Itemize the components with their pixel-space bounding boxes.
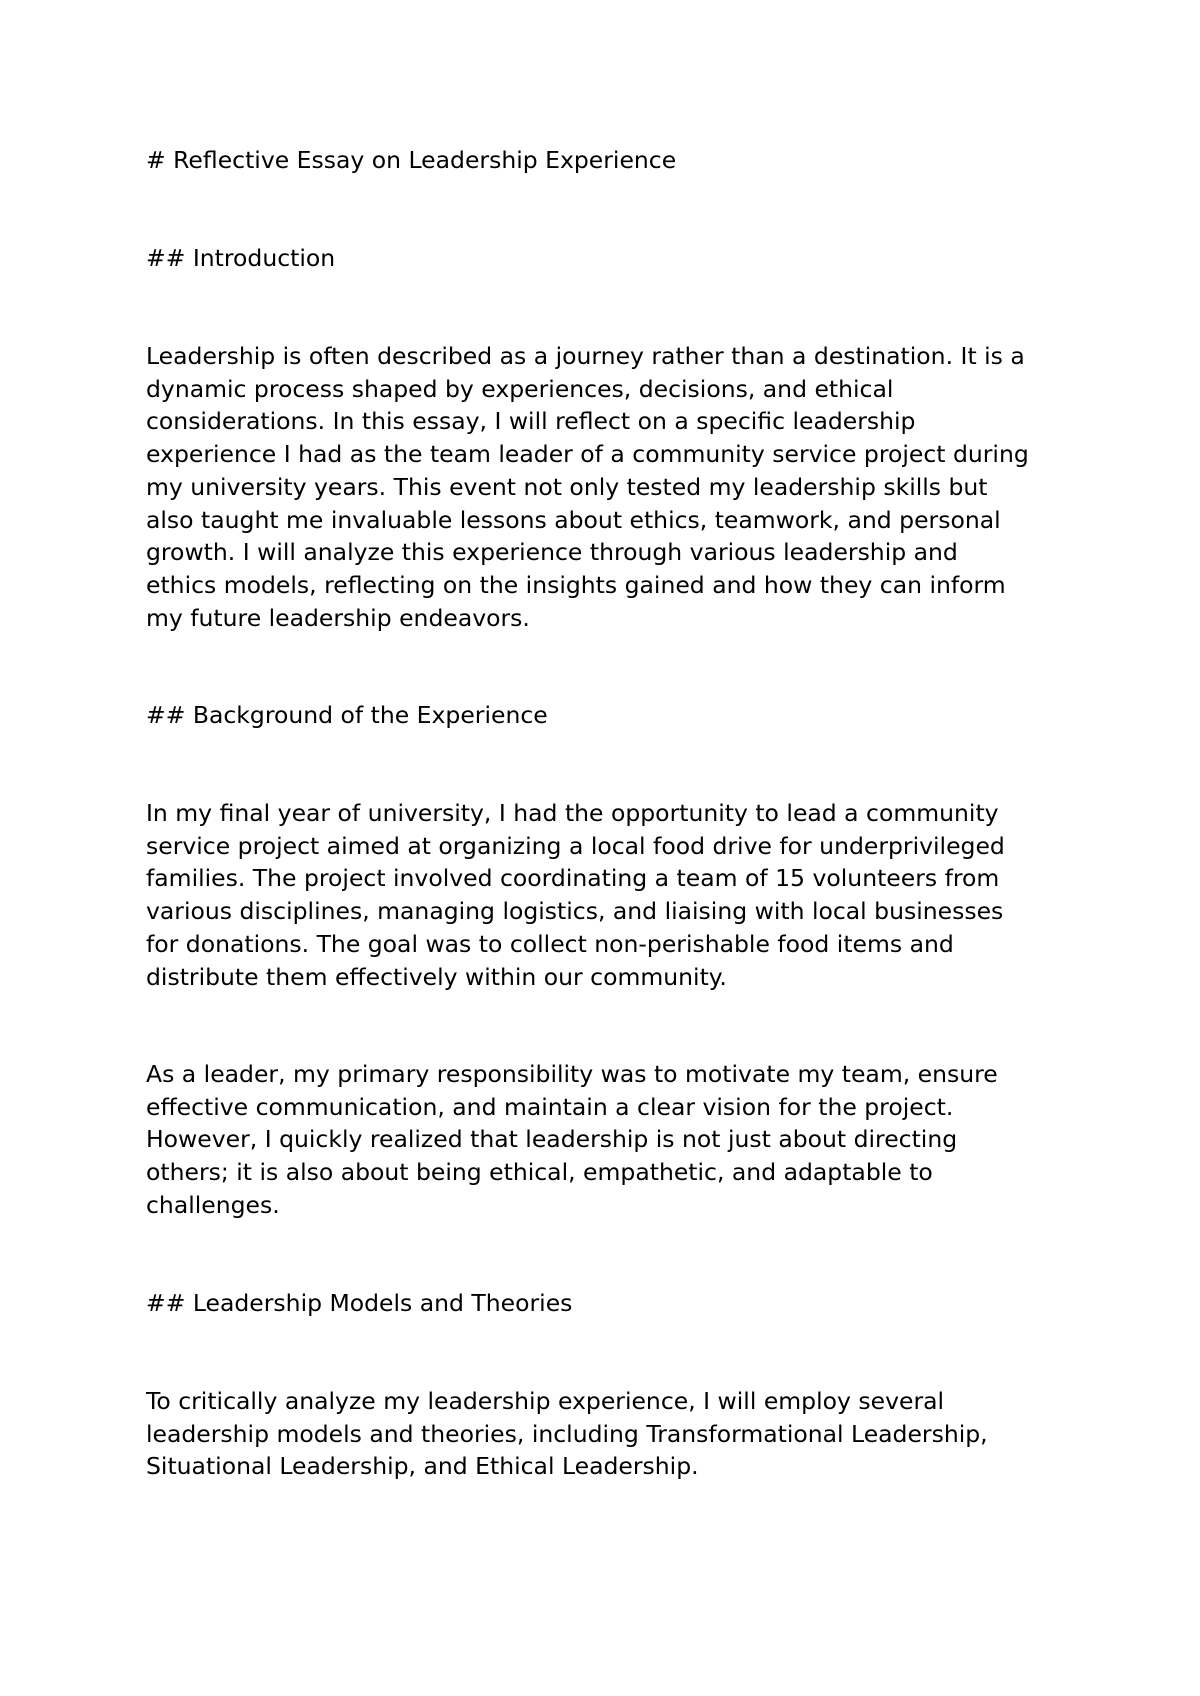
- text-line: To critically analyze my leadership experience, I will employ several: [146, 1387, 945, 1415]
- text-line: However, I quickly realized that leadership is not just about directing: [146, 1125, 958, 1154]
- text-line: Leadership is often described as a journey rather than a destination. It is a: [146, 342, 1025, 370]
- section-heading-leadership-models: ## Leadership Models and Theories: [146, 1289, 573, 1317]
- text-line: leadership models and theories, including Transformational Leadership,: [146, 1419, 988, 1448]
- text-line: also taught me invaluable lessons about ethics, teamwork, and personal: [146, 505, 1001, 534]
- background-paragraph-1: [146, 797, 1005, 993]
- document-title: # Reflective Essay on Leadership Experience: [146, 146, 677, 174]
- text-line: distribute them effectively within our community.: [146, 962, 727, 991]
- text-line: my future leadership endeavors.: [146, 603, 530, 632]
- text-line: others; it is also about being ethical, empathetic, and adaptable to: [146, 1158, 933, 1187]
- text-line: considerations. In this essay, I will reflect on a specific leadership: [146, 407, 916, 436]
- text-line: Situational Leadership, and Ethical Leadership.: [146, 1452, 699, 1481]
- text-line: challenges.: [146, 1190, 280, 1219]
- text-line: experience I had as the team leader of a community service project during: [146, 440, 1029, 469]
- text-line: As a leader, my primary responsibility was to motivate my team, ensure: [146, 1060, 998, 1088]
- text-line: service project aimed at organizing a local food drive for underprivileged: [146, 831, 1005, 860]
- text-line: ethics models, reflecting on the insights gained and how they can inform: [146, 570, 1006, 599]
- text-line: for donations. The goal was to collect non-perishable food items and: [146, 929, 954, 958]
- section-heading-background: ## Background of the Experience: [146, 701, 548, 729]
- leadership-models-paragraph: [146, 1385, 988, 1483]
- text-line: effective communication, and maintain a clear vision for the project.: [146, 1092, 954, 1121]
- background-paragraph-2: [146, 1058, 998, 1222]
- section-heading-introduction: ## Introduction: [146, 244, 336, 272]
- text-line: my university years. This event not only tested my leadership skills but: [146, 472, 988, 501]
- introduction-paragraph: [146, 340, 1029, 634]
- text-line: various disciplines, managing logistics, and liaising with local businesses: [146, 897, 1004, 926]
- text-line: In my final year of university, I had the opportunity to lead a community: [146, 799, 999, 827]
- text-line: families. The project involved coordinating a team of 15 volunteers from: [146, 864, 1000, 893]
- text-line: dynamic process shaped by experiences, decisions, and ethical: [146, 374, 894, 403]
- text-line: growth. I will analyze this experience through various leadership and: [146, 538, 958, 567]
